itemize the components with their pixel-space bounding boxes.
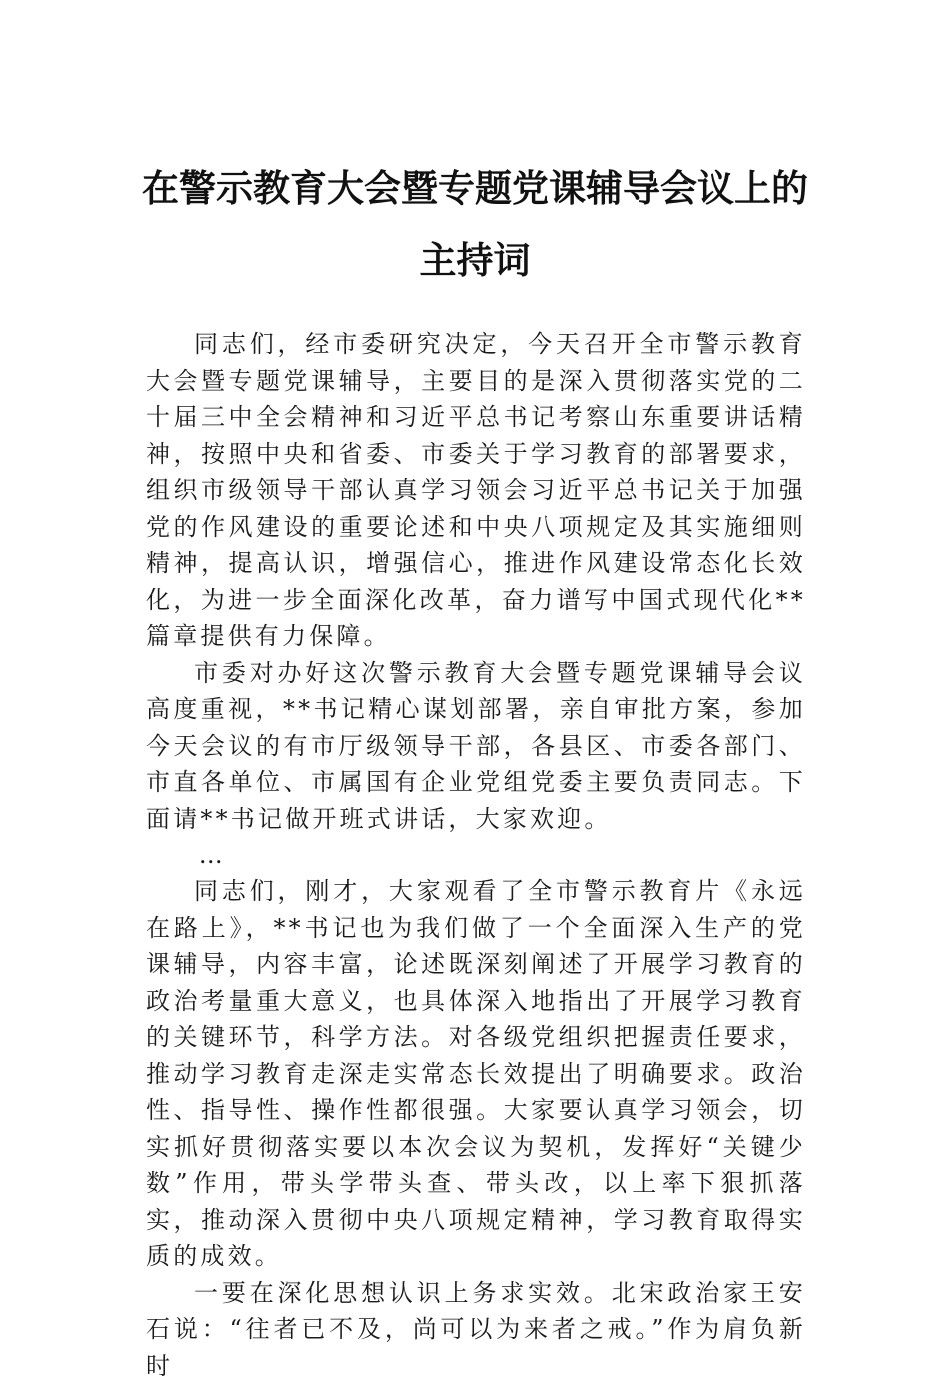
title-line-2: 主持词 bbox=[140, 224, 810, 296]
paragraph-summary: 同志们，刚才，大家观看了全市警示教育片《永远在路上》，**书记也为我们做了一个全面深入生产的党课辅导，内容丰富，论述既深刻阐述了开展学习教育的政治考量重大意义，也具体深入地指出了开展学习教育的关键环节，科学方法。对各级党组织把握责任要求，推动学习教育走深走实常态长效提出了明确要求。政治性、指导性、操作性都很强。大家要认真学习领会，切实抓好贯彻落实要以本次会议为契机，发挥好“关键少数”作用，带头学带头查、带头改，以上率下狠抓落实，推动深入贯彻中央八项规定精神，学习教育取得实质的成效。 bbox=[146, 873, 806, 1275]
paragraph-ellipsis: … bbox=[146, 837, 806, 873]
paragraph-attendees: 市委对办好这次警示教育大会暨专题党课辅导会议高度重视，**书记精心谋划部署，亲自审批方案，参加今天会议的有市厅级领导干部，各县区、市委各部门、市直各单位、市属国有企业党组党委主要负责同志。下面请**书记做开班式讲话，大家欢迎。 bbox=[146, 655, 806, 838]
paragraph-opening: 同志们，经市委研究决定，今天召开全市警示教育大会暨专题党课辅导，主要目的是深入贯彻落实党的二十届三中全会精神和习近平总书记考察山东重要讲话精神，按照中央和省委、市委关于学习教育的部署要求，组织市级领导干部认真学习领会习近平总书记关于加强党的作风建设的重要论述和中央八项规定及其实施细则精神，提高认识，增强信心，推进作风建设常态化长效化，为进一步全面深化改革，奋力谱写中国式现代化**篇章提供有力保障。 bbox=[146, 326, 806, 655]
document-title bbox=[140, 152, 810, 296]
title-line-1: 在警示教育大会暨专题党课辅导会议上的 bbox=[140, 152, 810, 224]
paragraph-point-one: 一要在深化思想认识上务求实效。北宋政治家王安石说：“往者已不及，尚可以为来者之戒。”作为肩负新时 bbox=[146, 1275, 806, 1384]
document-body bbox=[146, 326, 806, 1384]
